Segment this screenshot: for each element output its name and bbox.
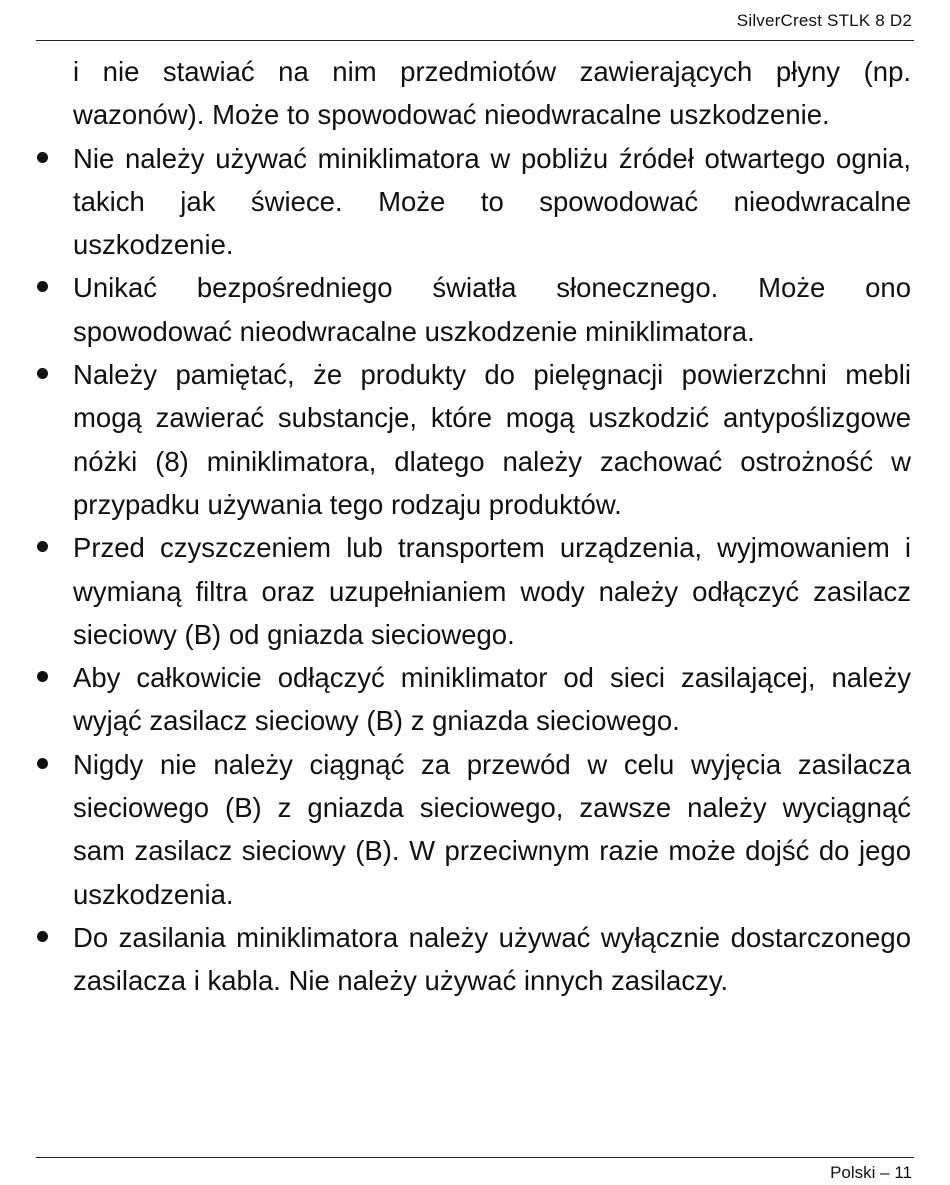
list-item (73, 656, 911, 743)
list-item-text: Do zasilania miniklimatora należy używać wyłącznie dostarczonego zasilacza i kabla. Nie należy używać innych zasilaczy. (73, 921, 911, 997)
continuation-paragraph: i nie stawiać na nim przedmiotów zawierających płyny (np. wazonów). Może to spowodować nieodwracalne uszkodzenie. (73, 56, 911, 131)
bullet-icon (37, 152, 48, 163)
safety-bullet-list (73, 137, 911, 1003)
bullet-icon (37, 281, 48, 292)
footer-divider (36, 1157, 914, 1158)
bullet-icon (37, 368, 48, 379)
list-item-text: Nigdy nie należy ciągnąć za przewód w celu wyjęcia zasilacza sieciowego (B) z gniazda sieciowego, zawsze należy wyciągnąć sam zasilacz sieciowy (B). W przeciwnym razie może dojść do jego uszkodzenia. (73, 748, 911, 910)
list-item-text: Nie należy używać miniklimatora w pobliżu źródeł otwartego ognia, takich jak świece. Może to spowodować nieodwracalne uszkodzenie. (73, 142, 911, 261)
list-item-text: Przed czyszczeniem lub transportem urządzenia, wyjmowaniem i wymianą filtra oraz uzupełnianiem wody należy odłączyć zasilacz sieciowy (B) od gniazda sieciowego. (73, 532, 911, 650)
list-item-text: Aby całkowicie odłączyć miniklimator od sieci zasilającej, należy wyjąć zasilacz sieciowy (B) z gniazda sieciowego. (73, 662, 911, 737)
bullet-icon (37, 931, 48, 942)
list-item (73, 743, 911, 916)
list-item (73, 353, 911, 526)
list-item (73, 137, 911, 267)
page-body (73, 50, 911, 1003)
header-divider (36, 40, 914, 41)
list-item-text: Unikać bezpośredniego światła słonecznego. Może ono spowodować nieodwracalne uszkodzenie miniklimatora. (73, 272, 911, 347)
running-header: SilverCrest STLK 8 D2 (736, 11, 912, 30)
list-item (73, 916, 911, 1003)
list-item (73, 266, 911, 353)
bullet-icon (37, 671, 48, 682)
list-item (73, 526, 911, 656)
bullet-icon (37, 541, 48, 552)
page-number: Polski – 11 (830, 1163, 912, 1182)
list-item-text: Należy pamiętać, że produkty do pielęgnacji powierzchni mebli mogą zawierać substancje, które mogą uszkodzić antypoślizgowe nóżki (8) miniklimatora, dlatego należy zachować ostrożność w przypadku używania tego rodzaju produktów. (73, 359, 911, 520)
bullet-icon (37, 758, 48, 769)
